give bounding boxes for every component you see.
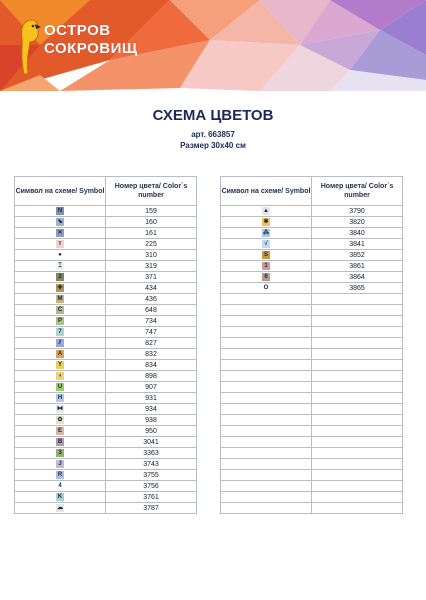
number-cell: 3790	[312, 206, 403, 217]
symbol-cell	[221, 316, 312, 327]
color-swatch: 2	[56, 273, 64, 281]
number-cell: 371	[106, 272, 197, 283]
table-row	[15, 283, 197, 294]
color-swatch: ⫽	[56, 339, 64, 347]
number-cell	[312, 459, 403, 470]
color-swatch: C	[57, 307, 63, 313]
symbol-cell	[221, 503, 312, 514]
table-row	[15, 459, 197, 470]
symbol-cell	[221, 338, 312, 349]
symbol-cell	[221, 261, 312, 272]
symbol-cell	[221, 206, 312, 217]
header-number: Номер цвета/ Color`s number	[312, 177, 403, 206]
symbol-cell	[15, 426, 106, 437]
table-row	[15, 228, 197, 239]
table-row	[15, 470, 197, 481]
symbol-cell	[221, 305, 312, 316]
color-swatch: √	[262, 240, 270, 248]
symbol-cell	[15, 294, 106, 305]
table-row	[221, 404, 403, 415]
number-cell: 3864	[312, 272, 403, 283]
symbol-cell	[15, 415, 106, 426]
table-header-row	[221, 177, 403, 206]
number-cell: 907	[106, 382, 197, 393]
number-cell	[312, 492, 403, 503]
number-cell: 3756	[106, 481, 197, 492]
number-cell: 747	[106, 327, 197, 338]
color-swatch: ●	[58, 252, 62, 258]
symbol-cell	[15, 239, 106, 250]
number-cell: 310	[106, 250, 197, 261]
number-cell: 3761	[106, 492, 197, 503]
symbol-cell	[221, 239, 312, 250]
number-cell	[312, 338, 403, 349]
table-row	[221, 239, 403, 250]
table-row	[221, 272, 403, 283]
symbol-cell	[221, 459, 312, 470]
table-row	[221, 316, 403, 327]
number-cell: 160	[106, 217, 197, 228]
number-cell: 434	[106, 283, 197, 294]
number-cell	[312, 316, 403, 327]
table-row	[221, 459, 403, 470]
symbol-cell	[15, 393, 106, 404]
symbol-cell	[221, 217, 312, 228]
number-cell	[312, 371, 403, 382]
table-row	[15, 382, 197, 393]
symbol-cell	[15, 250, 106, 261]
table-row	[15, 448, 197, 459]
color-swatch: J	[56, 460, 64, 468]
color-table-left	[14, 176, 197, 514]
article-number: арт. 663857	[191, 130, 235, 139]
table-row	[221, 338, 403, 349]
number-cell: 3743	[106, 459, 197, 470]
number-cell	[312, 294, 403, 305]
color-swatch: M	[57, 296, 63, 302]
number-cell: 834	[106, 360, 197, 371]
symbol-cell	[15, 228, 106, 239]
symbol-cell	[15, 382, 106, 393]
table-row	[15, 404, 197, 415]
number-cell	[312, 415, 403, 426]
table-row	[15, 239, 197, 250]
symbol-cell	[15, 349, 106, 360]
table-row	[15, 250, 197, 261]
number-cell: 3820	[312, 217, 403, 228]
number-cell: 898	[106, 371, 197, 382]
size-label: Размер 30х40 см	[180, 141, 246, 150]
number-cell: 3852	[312, 250, 403, 261]
number-cell	[312, 360, 403, 371]
color-swatch: ✚	[57, 285, 63, 291]
symbol-cell	[15, 492, 106, 503]
color-swatch: 1	[262, 262, 270, 270]
color-swatch: ✿	[57, 417, 63, 423]
table-row	[15, 360, 197, 371]
number-cell	[312, 349, 403, 360]
table-row	[15, 206, 197, 217]
color-swatch: 4	[58, 483, 62, 489]
color-swatch: ⁂	[263, 230, 269, 236]
table-row	[15, 371, 197, 382]
symbol-cell	[221, 272, 312, 283]
number-cell	[312, 305, 403, 316]
symbol-cell	[15, 272, 106, 283]
table-row	[221, 283, 403, 294]
symbol-cell	[15, 217, 106, 228]
symbol-cell	[15, 338, 106, 349]
number-cell: 3755	[106, 470, 197, 481]
number-cell: 3861	[312, 261, 403, 272]
table-row	[15, 437, 197, 448]
table-row	[221, 206, 403, 217]
table-row	[15, 327, 197, 338]
header-banner	[0, 0, 426, 91]
logo-text-line1: ОСТРОВ	[44, 22, 111, 39]
number-cell	[312, 470, 403, 481]
number-cell: 938	[106, 415, 197, 426]
number-cell: 931	[106, 393, 197, 404]
symbol-cell	[221, 470, 312, 481]
symbol-cell	[15, 448, 106, 459]
number-cell: 159	[106, 206, 197, 217]
number-cell	[312, 426, 403, 437]
symbol-cell	[221, 492, 312, 503]
number-cell: 827	[106, 338, 197, 349]
table-row	[221, 294, 403, 305]
symbol-cell	[221, 349, 312, 360]
number-cell: 950	[106, 426, 197, 437]
table-row	[15, 481, 197, 492]
table-row	[221, 217, 403, 228]
table-row	[15, 217, 197, 228]
color-swatch: ▲	[263, 208, 269, 214]
table-row	[15, 338, 197, 349]
color-swatch: K	[57, 494, 63, 500]
symbol-cell	[221, 448, 312, 459]
table-row	[221, 228, 403, 239]
table-row	[221, 481, 403, 492]
number-cell: 734	[106, 316, 197, 327]
color-swatch: ✕	[57, 230, 63, 236]
symbol-cell	[221, 360, 312, 371]
table-row	[15, 261, 197, 272]
symbol-cell	[15, 459, 106, 470]
number-cell: 3787	[106, 503, 197, 514]
logo-text-line2: СОКРОВИЩ	[44, 40, 138, 57]
table-row	[221, 250, 403, 261]
parrot-icon	[14, 16, 44, 76]
color-swatch: O	[263, 285, 269, 291]
table-row	[221, 327, 403, 338]
table-row	[15, 503, 197, 514]
symbol-cell	[221, 250, 312, 261]
color-swatch: 6	[262, 273, 270, 281]
symbol-cell	[15, 470, 106, 481]
table-row	[15, 316, 197, 327]
table-row	[221, 305, 403, 316]
symbol-cell	[221, 382, 312, 393]
color-swatch: S	[263, 252, 268, 258]
table-row	[15, 305, 197, 316]
color-swatch: т	[56, 240, 64, 248]
symbol-cell	[221, 415, 312, 426]
table-row	[221, 393, 403, 404]
number-cell: 934	[106, 404, 197, 415]
number-cell: 319	[106, 261, 197, 272]
number-cell: 3841	[312, 239, 403, 250]
number-cell: 3865	[312, 283, 403, 294]
color-swatch: ✱	[263, 219, 269, 225]
number-cell	[312, 448, 403, 459]
number-cell: 648	[106, 305, 197, 316]
color-swatch: H	[57, 395, 63, 401]
color-swatch: ◖	[56, 372, 64, 380]
table-row	[15, 393, 197, 404]
symbol-cell	[221, 371, 312, 382]
table-row	[15, 294, 197, 305]
table-row	[15, 349, 197, 360]
color-swatch: A	[57, 351, 63, 357]
header-number: Номер цвета/ Color`s number	[106, 177, 197, 206]
table-row	[221, 382, 403, 393]
table-row	[221, 261, 403, 272]
color-swatch: ⧓	[57, 406, 63, 412]
number-cell	[312, 503, 403, 514]
symbol-cell	[15, 360, 106, 371]
color-swatch: ⬊	[57, 219, 63, 225]
symbol-cell	[221, 404, 312, 415]
table-row	[221, 360, 403, 371]
header-symbol: Символ на схеме/ Symbol	[221, 177, 312, 206]
symbol-cell	[15, 371, 106, 382]
color-swatch: B	[57, 439, 63, 445]
table-header-row	[15, 177, 197, 206]
symbol-cell	[15, 283, 106, 294]
table-row	[221, 349, 403, 360]
symbol-cell	[15, 503, 106, 514]
table-row	[15, 492, 197, 503]
symbol-cell	[221, 481, 312, 492]
number-cell	[312, 437, 403, 448]
symbol-cell	[15, 305, 106, 316]
table-row	[15, 272, 197, 283]
symbol-cell	[221, 426, 312, 437]
symbol-cell	[15, 404, 106, 415]
number-cell	[312, 481, 403, 492]
table-row	[221, 371, 403, 382]
number-cell: 225	[106, 239, 197, 250]
symbol-cell	[15, 437, 106, 448]
color-swatch: U	[57, 384, 63, 390]
color-swatch: ☁	[57, 505, 63, 511]
symbol-cell	[15, 261, 106, 272]
page-title: СХЕМА ЦВЕТОВ	[152, 107, 274, 124]
color-table-right	[220, 176, 403, 514]
number-cell	[312, 404, 403, 415]
color-swatch: E	[57, 428, 62, 434]
table-row	[221, 492, 403, 503]
color-swatch: 3	[56, 449, 64, 457]
table-row	[221, 503, 403, 514]
number-cell: 436	[106, 294, 197, 305]
table-row	[221, 470, 403, 481]
table-row	[221, 448, 403, 459]
symbol-cell	[15, 327, 106, 338]
table-row	[15, 426, 197, 437]
number-cell: 832	[106, 349, 197, 360]
color-swatch: 7	[56, 328, 64, 336]
symbol-cell	[221, 437, 312, 448]
table-row	[221, 415, 403, 426]
symbol-cell	[221, 283, 312, 294]
table-row	[221, 426, 403, 437]
number-cell: 3041	[106, 437, 197, 448]
number-cell	[312, 393, 403, 404]
symbol-cell	[15, 206, 106, 217]
number-cell: 3363	[106, 448, 197, 459]
number-cell: 3840	[312, 228, 403, 239]
color-swatch: ⌶	[56, 262, 64, 270]
color-swatch: Y	[57, 362, 62, 368]
table-row	[221, 437, 403, 448]
symbol-cell	[221, 294, 312, 305]
color-swatch: P	[57, 318, 62, 324]
color-swatch: N	[57, 208, 63, 214]
number-cell	[312, 382, 403, 393]
symbol-cell	[221, 393, 312, 404]
symbol-cell	[221, 228, 312, 239]
symbol-cell	[221, 327, 312, 338]
number-cell: 161	[106, 228, 197, 239]
symbol-cell	[15, 481, 106, 492]
color-swatch: R	[57, 472, 63, 478]
number-cell	[312, 327, 403, 338]
table-row	[15, 415, 197, 426]
header-symbol: Символ на схеме/ Symbol	[15, 177, 106, 206]
symbol-cell	[15, 316, 106, 327]
brand-logo	[14, 10, 154, 80]
